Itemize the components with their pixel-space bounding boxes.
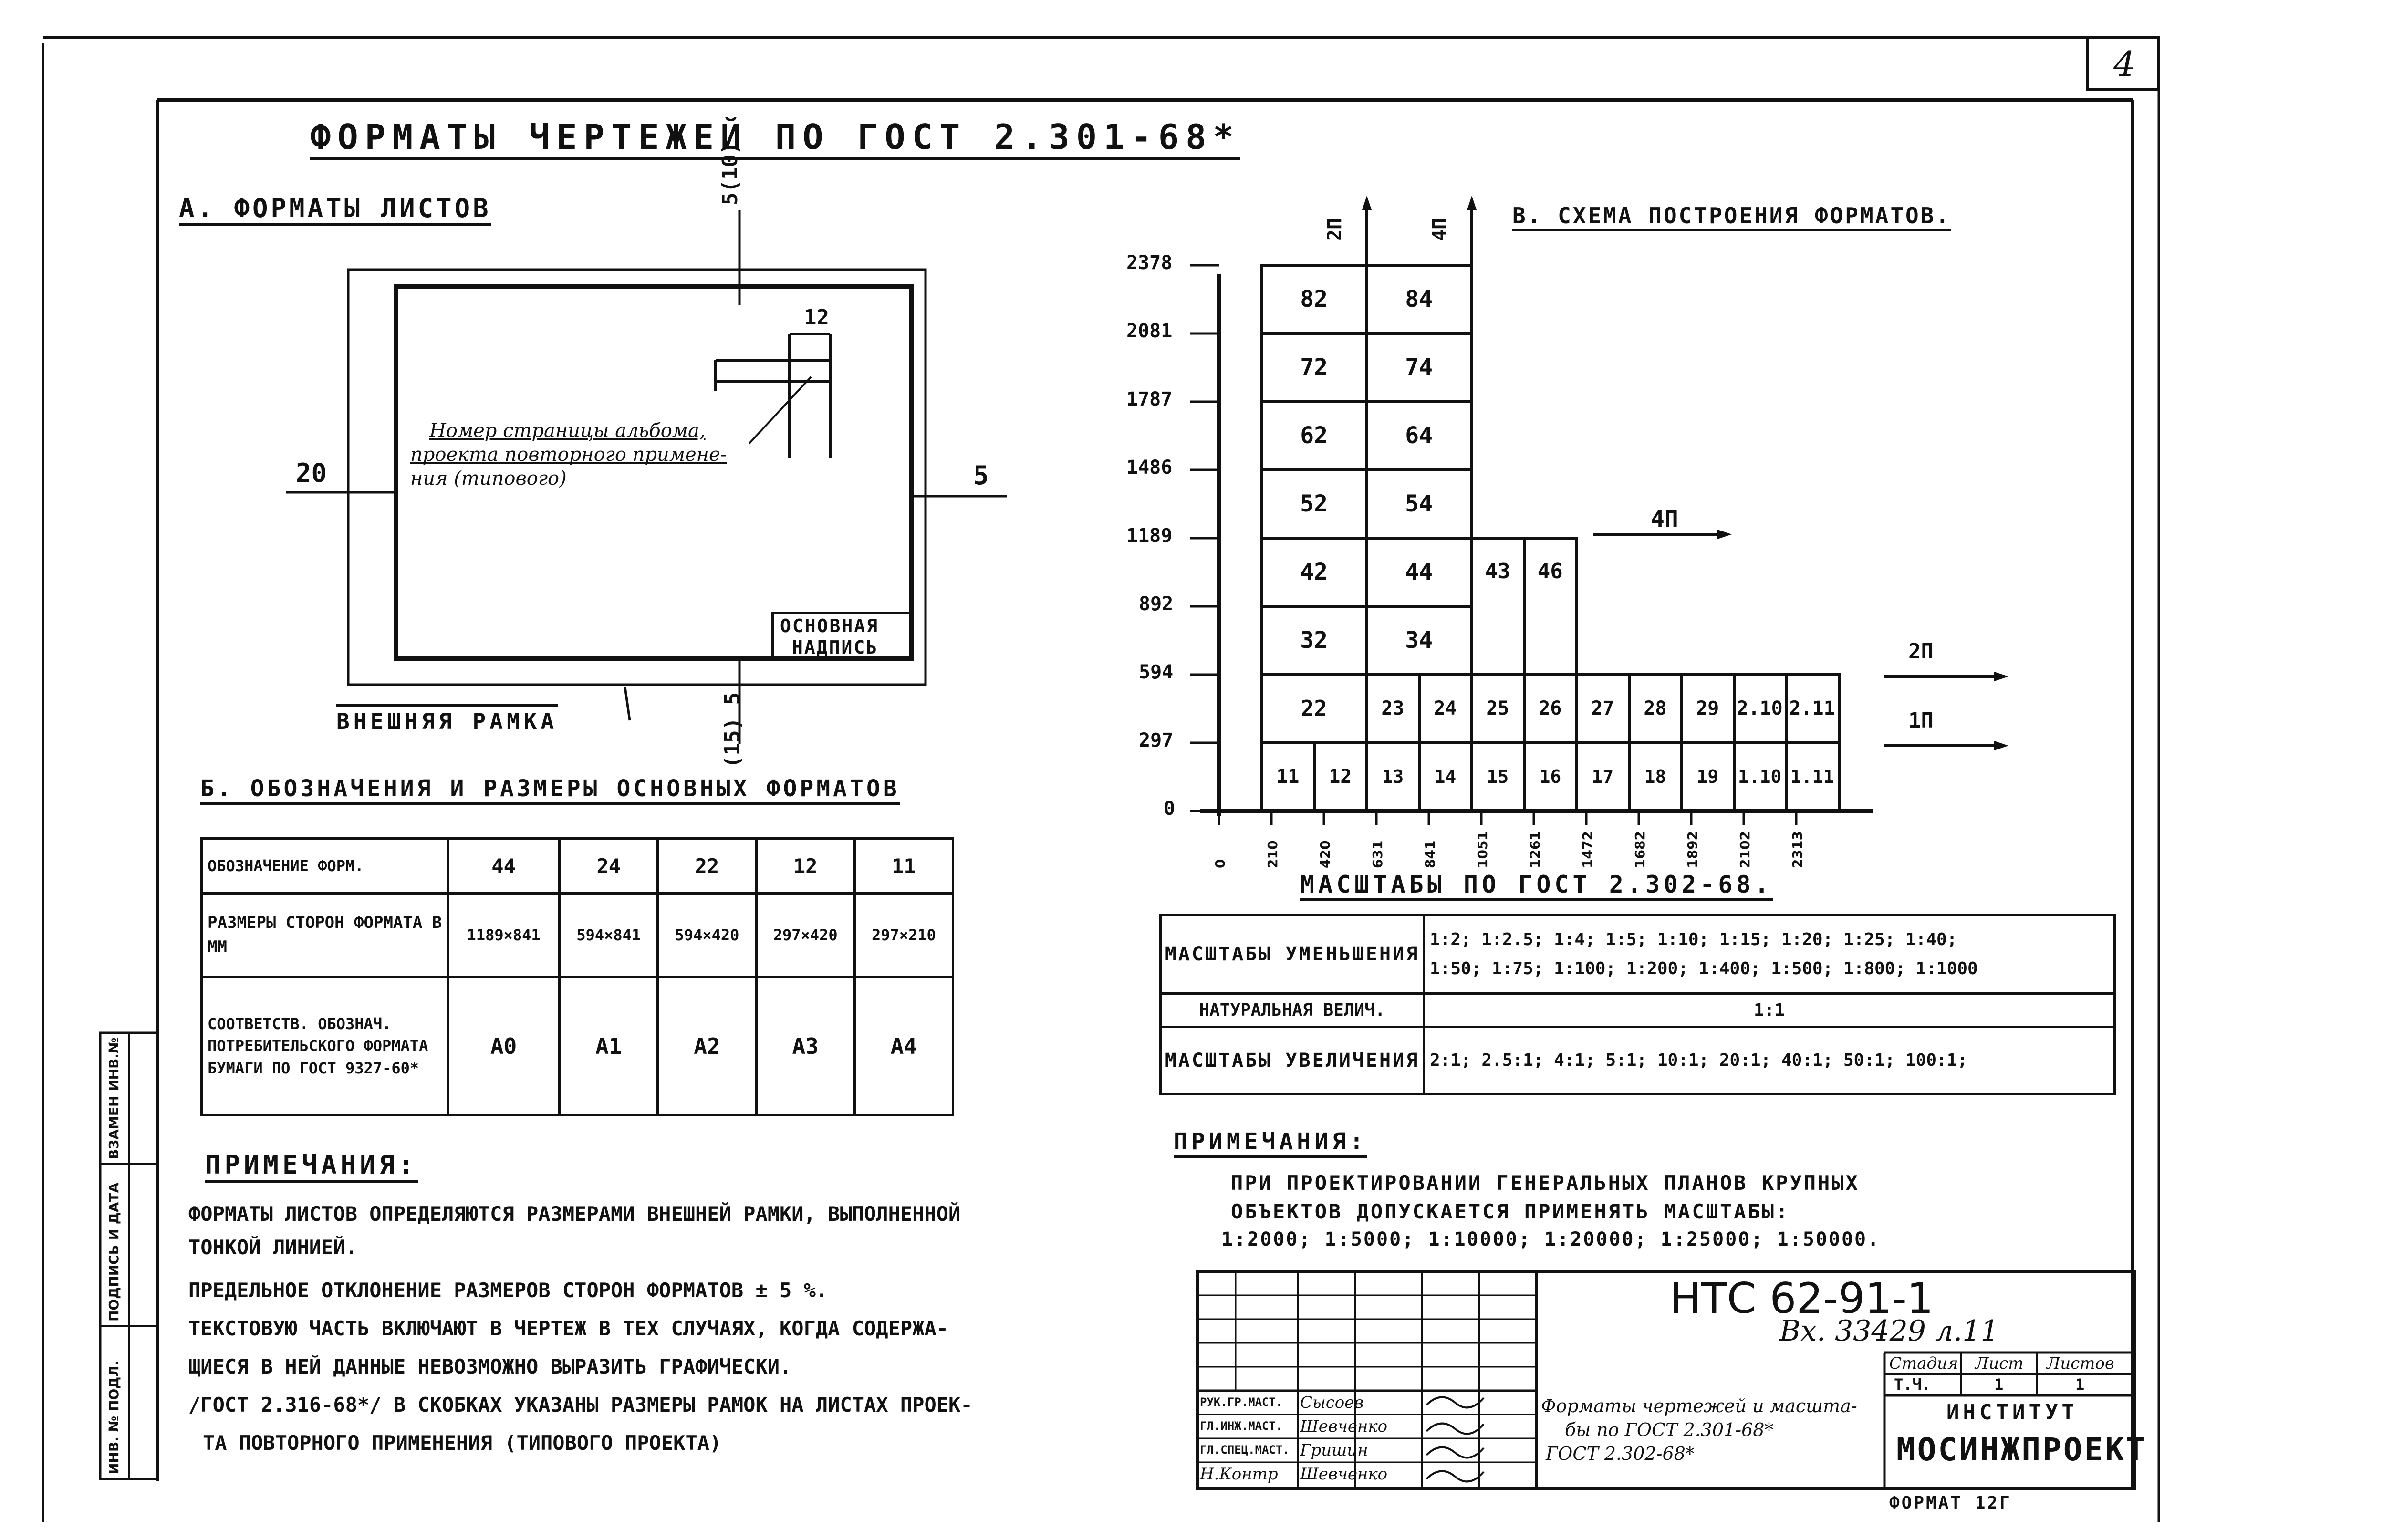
dim-left: 20: [296, 458, 327, 488]
table-cell: А3: [756, 977, 854, 1115]
notes-left-line-4: ТЕКСТОВУЮ ЧАСТЬ ВКЛЮЧАЮТ В ЧЕРТЕЖ В ТЕХ СЛУЧАЯХ, КОГДА СОДЕРЖА-: [188, 1317, 949, 1340]
signature-1: [1426, 1397, 1484, 1408]
table-row-label: ОБОЗНАЧЕНИЕ ФОРМ.: [202, 839, 448, 894]
notes-left-line-6: /ГОСТ 2.316-68*/ В СКОБКАХ УКАЗАНЫ РАЗМЕРЫ РАМОК НА ЛИСТАХ ПРОЕК-: [188, 1393, 973, 1416]
scales-natural-value: 1:1: [1424, 994, 2115, 1027]
side-strip-sign: ПОДПИСЬ И ДАТА: [106, 1182, 122, 1321]
side-strip-replace: ВЗАМЕН ИНВ.№: [106, 1037, 122, 1159]
table-cell: 594×841: [560, 894, 658, 977]
scales-title: МАСШТАБЫ ПО ГОСТ 2.302-68.: [1300, 871, 1773, 901]
cell-label: 26: [1539, 697, 1562, 719]
x-tick-label: 210: [1265, 840, 1280, 868]
institute-name: МОСИНЖПРОЕКТ: [1896, 1431, 2147, 1468]
outer-frame-label: ВНЕШНЯЯ РАМКА: [336, 704, 558, 734]
cell-label: 15: [1487, 766, 1509, 787]
cell-label: 28: [1644, 697, 1667, 719]
arrow-label-4p-top: 4П: [1429, 218, 1451, 241]
table-cell: 44: [448, 839, 560, 894]
cell-label: 42: [1300, 558, 1328, 585]
incoming-number: Вх. 33429 л.11: [1779, 1314, 1999, 1348]
x-tick-label: 1261: [1527, 831, 1543, 868]
y-tick-label: 2378: [1126, 252, 1173, 274]
table-cell: А4: [854, 977, 953, 1115]
scales-enlarge-value: 2:1; 2.5:1; 4:1; 5:1; 10:1; 20:1; 40:1; 50:1; 100:1;: [1424, 1027, 2115, 1094]
y-tick-label: 1189: [1126, 525, 1173, 547]
scales-reduce-line-2: 1:50; 1:75; 1:100; 1:200; 1:400; 1:500; 1:800; 1:1000: [1430, 959, 1978, 978]
stamp-line-1: ОСНОВНАЯ: [780, 615, 879, 636]
dim-right: 5: [973, 460, 989, 490]
arrow-label-2p-top: 2П: [1324, 218, 1346, 241]
person-role: ГЛ.СПЕЦ.МАСТ.: [1200, 1443, 1290, 1457]
cell-label: 72: [1300, 354, 1328, 381]
notes-left-line-1: ФОРМАТЫ ЛИСТОВ ОПРЕДЕЛЯЮТСЯ РАЗМЕРАМИ ВНЕШНЕЙ РАМКИ, ВЫПОЛНЕННОЙ: [188, 1202, 961, 1226]
x-tick-label: 631: [1370, 840, 1385, 868]
cell-label: 54: [1405, 490, 1433, 517]
table-cell: 12: [756, 839, 854, 894]
cell-label: 2.11: [1789, 697, 1835, 719]
sheet-format: ФОРМАТ 12Г: [1889, 1493, 2012, 1513]
dim-bottom: (15) 5: [720, 692, 745, 768]
person-name: Шевченко: [1300, 1417, 1388, 1436]
dim-12: 12: [804, 305, 829, 330]
cell-label: 17: [1592, 766, 1614, 787]
notes-left-line-2: ТОНКОЙ ЛИНИЕЙ.: [188, 1236, 358, 1259]
cell-label: 2.10: [1737, 697, 1783, 719]
x-tick-label: 841: [1422, 840, 1438, 868]
main-title: ФОРМАТЫ ЧЕРТЕЖЕЙ ПО ГОСТ 2.301-68*: [310, 117, 1240, 160]
stamp-line-2: НАДПИСЬ: [792, 637, 879, 658]
notes-right-line-3: 1:2000; 1:5000; 1:10000; 1:20000; 1:25000; 1:50000.: [1221, 1228, 1881, 1250]
institute-label: ИНСТИТУТ: [1946, 1400, 2078, 1425]
section-a-title: А. ФОРМАТЫ ЛИСТОВ: [179, 193, 491, 226]
table-cell: 11: [854, 839, 953, 894]
cell-label: 43: [1485, 559, 1510, 583]
x-tick-label: 1682: [1632, 831, 1648, 868]
scales-label-reduce: МАСШТАБЫ УМЕНЬШЕНИЯ: [1161, 915, 1424, 994]
notes-left-line-5: ЩИЕСЯ В НЕЙ ДАННЫЕ НЕВОЗМОЖНО ВЫРАЗИТЬ ГРАФИЧЕСКИ.: [188, 1355, 792, 1378]
arrow-label-2p: 2П: [1908, 639, 1934, 664]
description-line-1: Форматы чертежей и масшта-: [1541, 1395, 1857, 1416]
sheets-header: Листов: [2047, 1354, 2114, 1373]
arrow-label-4p: 4П: [1651, 506, 1678, 532]
x-tick-label: 2102: [1737, 831, 1753, 868]
cell-label: 18: [1644, 766, 1666, 787]
cell-label: 1.11: [1790, 766, 1834, 787]
description-line-2: бы по ГОСТ 2.301-68*: [1565, 1419, 1774, 1440]
y-tick-label: 594: [1139, 661, 1174, 683]
table-cell: 297×420: [756, 894, 854, 977]
side-strip-inv: ИНВ. № ПОДЛ.: [106, 1360, 122, 1474]
table-cell: А1: [560, 977, 658, 1115]
cell-label: 22: [1301, 695, 1327, 721]
sheet-header: Лист: [1975, 1354, 2024, 1373]
y-tick-label: 1787: [1126, 388, 1173, 410]
cell-label: 64: [1405, 422, 1433, 449]
cell-label: 52: [1300, 490, 1328, 517]
scales-label-enlarge: МАСШТАБЫ УВЕЛИЧЕНИЯ: [1161, 1027, 1424, 1094]
table-cell: 297×210: [854, 894, 953, 977]
cell-label: 44: [1405, 558, 1433, 585]
scales-label-natural: НАТУРАЛЬНАЯ ВЕЛИЧ.: [1161, 994, 1424, 1027]
notes-right-line-2: ОБЪЕКТОВ ДОПУСКАЕТСЯ ПРИМЕНЯТЬ МАСШТАБЫ:: [1231, 1200, 1790, 1223]
x-tick-label: 2313: [1790, 831, 1805, 868]
table-cell: 22: [658, 839, 756, 894]
person-role: Н.Контр: [1200, 1465, 1278, 1484]
table-cell: 1189×841: [448, 894, 560, 977]
person-name: Шевченко: [1300, 1465, 1388, 1484]
note-line-1: Номер страницы альбома,: [429, 420, 706, 442]
table-cell: 594×420: [658, 894, 756, 977]
notes-left-line-7: ТА ПОВТОРНОГО ПРИМЕНЕНИЯ (ТИПОВОГО ПРОЕКТА): [203, 1431, 722, 1455]
y-tick-label: 2081: [1126, 320, 1173, 342]
cell-label: 27: [1591, 697, 1614, 719]
cell-label: 24: [1434, 697, 1457, 719]
notes-left-title: ПРИМЕЧАНИЯ:: [205, 1150, 418, 1183]
x-tick-label: 1892: [1685, 831, 1700, 868]
note-line-3: ния (типового): [410, 468, 567, 489]
y-tick-label: 1486: [1126, 457, 1173, 479]
person-name: Сысоев: [1300, 1393, 1364, 1412]
cell-label: 16: [1539, 766, 1561, 787]
cell-label: 84: [1405, 285, 1433, 312]
cell-label: 46: [1537, 559, 1563, 583]
scales-table: [1159, 914, 2116, 1095]
table-cell: 24: [560, 839, 658, 894]
cell-label: 23: [1381, 697, 1405, 719]
table-cell: А0: [448, 977, 560, 1115]
signature-4: [1426, 1471, 1484, 1482]
signature-2: [1426, 1424, 1484, 1434]
scales-reduce-line-1: 1:2; 1:2.5; 1:4; 1:5; 1:10; 1:15; 1:20; 1:25; 1:40;: [1430, 929, 1957, 949]
cell-label: 13: [1382, 766, 1404, 787]
cell-label: 32: [1300, 626, 1328, 654]
y-tick-label: 297: [1139, 729, 1174, 751]
notes-right-line-1: ПРИ ПРОЕКТИРОВАНИИ ГЕНЕРАЛЬНЫХ ПЛАНОВ КРУПНЫХ: [1231, 1171, 1860, 1195]
table-cell: А2: [658, 977, 756, 1115]
x-tick-label: 420: [1317, 840, 1333, 868]
stage-value: Т.Ч.: [1894, 1375, 1931, 1394]
description-line-3: ГОСТ 2.302-68*: [1546, 1443, 1695, 1464]
section-b-title: Б. ОБОЗНАЧЕНИЯ И РАЗМЕРЫ ОСНОВНЫХ ФОРМАТОВ: [200, 775, 900, 805]
cell-label: 29: [1696, 697, 1719, 719]
cell-label: 62: [1300, 422, 1328, 449]
dim-top: 5(10): [718, 142, 742, 205]
arrow-label-1p: 1П: [1908, 708, 1934, 733]
cell-label: 34: [1405, 626, 1433, 654]
cell-label: 12: [1329, 765, 1352, 788]
cell-label: 14: [1434, 766, 1457, 787]
person-role: РУК.ГР.МАСТ.: [1200, 1395, 1283, 1409]
signature-3: [1426, 1447, 1484, 1458]
table-row-label: СООТВЕТСТВ. ОБОЗНАЧ. ПОТРЕБИТЕЛЬСКОГО ФОРМАТА БУМАГИ ПО ГОСТ 9327-60*: [202, 977, 448, 1115]
sheet-value: 1: [1994, 1375, 2004, 1394]
cell-label: 11: [1276, 765, 1300, 788]
table-row-label: РАЗМЕРЫ СТОРОН ФОРМАТА В ММ: [202, 894, 448, 977]
page-number: 4: [2113, 44, 2135, 84]
y-tick-label: 892: [1139, 593, 1174, 615]
y-tick-label: 0: [1164, 798, 1176, 820]
x-tick-label: 1051: [1475, 831, 1490, 868]
cell-label: 74: [1405, 354, 1433, 381]
note-line-2: проекта повторного примене-: [410, 444, 727, 466]
person-role: ГЛ.ИНЖ.МАСТ.: [1200, 1419, 1283, 1433]
drawing-code: НТС 62-91-1: [1670, 1274, 1934, 1323]
x-tick-label: 0: [1212, 859, 1228, 868]
formats-table: [200, 837, 954, 1116]
person-name: Гришин: [1300, 1441, 1368, 1460]
cell-label: 1.10: [1738, 766, 1782, 787]
stage-header: Стадия: [1889, 1354, 1958, 1373]
notes-right-title: ПРИМЕЧАНИЯ:: [1174, 1128, 1367, 1158]
sheets-value: 1: [2075, 1375, 2085, 1394]
x-tick-label: 1472: [1580, 831, 1595, 868]
cell-label: 25: [1486, 697, 1509, 719]
notes-left-line-3: ПРЕДЕЛЬНОЕ ОТКЛОНЕНИЕ РАЗМЕРОВ СТОРОН ФОРМАТОВ ± 5 %.: [188, 1279, 828, 1302]
cell-label: 82: [1300, 285, 1328, 312]
cell-label: 19: [1696, 766, 1719, 787]
section-v-title: В. СХЕМА ПОСТРОЕНИЯ ФОРМАТОВ.: [1512, 203, 1951, 231]
